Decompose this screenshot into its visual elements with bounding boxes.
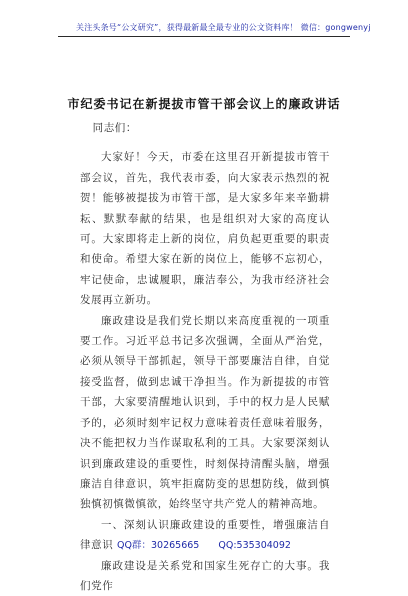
document-title: 市纪委书记在新提拔市管干部会议上的廉政讲话 — [67, 97, 341, 111]
footer-contact — [0, 537, 408, 551]
header-divider — [58, 36, 350, 37]
document-body — [80, 118, 330, 596]
paragraph: 廉政建设是关系党和国家生死存亡的大事。我们党作 — [80, 559, 330, 592]
footer-qq-group: QQ群：30265665 — [117, 540, 200, 551]
salutation: 同志们： — [92, 122, 137, 134]
footer-qq: QQ:535304092 — [218, 540, 291, 551]
section-heading: 一、深刻认识廉政建设的重要性，增强廉洁自律意识 — [80, 518, 330, 552]
paragraph: 大家好！今天，市委在这里召开新提拔市管干部会议，首先，我代表市委，向大家表示热烈的祝贺！能够被提拔为市管干部，是大家多年来辛勤耕耘、默默奉献的结果，也是组织对大家的高度认可。大家即将走上新的岗位，肩负起更重要的职责和使命。希望大家在新的岗位上，能够不忘初心，牢记使命，忠诚履职，廉洁奉公，为我市经济社会发展再立新功。 — [80, 151, 330, 307]
header-notice: 关注头条号“公文研究”，获得最新最全最专业的公文资料库！ 微信：gongwenyj — [76, 23, 371, 32]
paragraph: 廉政建设是我们党长期以来高度重视的一项重要工作。习近平总书记多次强调，全面从严治党，必须从领导干部抓起，领导干部要廉洁自律，自觉接受监督，做到忠诚干净担当。作为新提拔的市管干部，大家要清醒地认识到，手中的权力是人民赋予的，必须时刻牢记权力意味着责任意味着服务，决不能把权力当作谋取私利的工具。大家要深刻认识到廉政建设的重要性，时刻保持清醒头脑，增强廉洁自律意识，筑牢拒腐防变的思想防线，做到慎独慎初慎微慎欲，始终坚守共产党人的精神高地。 — [80, 314, 330, 511]
